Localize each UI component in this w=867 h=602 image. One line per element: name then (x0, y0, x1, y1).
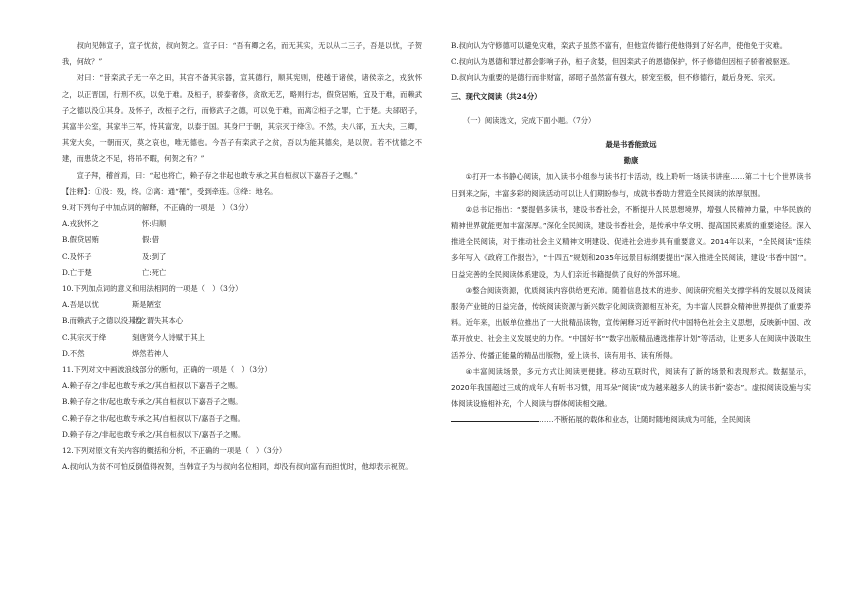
q11-option-d: D.赖子存之/非起也敢专承之/其自桓叔以下/嘉吾子之赐。 (62, 429, 246, 439)
article-paragraph-4: ④丰富阅读场景，多元方式让阅读更便捷。移动互联时代，阅读有了新的场景和表现形式。数据显示，2020年我国超过三成的成年人有听书习惯，用耳朵“阅读”成为越来越多人的读书新“姿态”。虚拟阅读设施与实体阅读设施相补充，个人阅读与群体阅读相交融。 (451, 366, 811, 409)
article-paragraph-5: ……不断拓展的载体和业态，让随时随地阅读成为可能，全民阅读 (451, 412, 811, 428)
q11-option-c: C.赖子存之非/起也敢专承之其/自桓叔以下/嘉吾子之赐。 (62, 413, 245, 423)
q12-option-a: A.叔向认为贫不可怕反倒值得祝贺，当韩宣子为与叔向名位相同，却没有叔向富有而担忧时，他却表示祝贺。 (62, 462, 413, 472)
q12-option-d: D.叔向认为重要的是德行而非财富，郤昭子虽然富有强大，骄宠至极，但不修德行，最后身死、宗灭。 (451, 73, 780, 83)
article-author: 勤康 (623, 156, 639, 166)
q9-option-d: D.亡于楚 亡:死亡 (62, 267, 167, 277)
q11-option-a: A.赖子存之/非起也敢专承之/其自桓叔以下嘉吾子之赐。 (62, 381, 243, 391)
question-10: 10.下列加点词的意义和用法相同的一项是（ ）（3分） (62, 284, 243, 294)
notes: 【注释】：①没：殁，终。②离：通“罹”，受到牵连。③绛：地名。 (62, 186, 278, 196)
q10-option-a: A.吾是以忧 斯是陋室 (62, 300, 162, 310)
q9-option-c: C.及怀子 及:到了 (62, 251, 167, 261)
question-11: 11.下列对文中画波浪线部分的断句，正确的一项是（ ）（3分） (62, 365, 272, 375)
q9-option-a: A.戎狄怀之 怀:归顺 (62, 219, 167, 229)
passage-paragraph-3: 宣子拜，稽首焉，曰：“起也将亡，赖子存之非起也敢专承之其自桓叔以下嘉吾子之赐。” (76, 170, 358, 180)
q11-option-b: B.赖子存之非/起也敢专承之/其自桓叔以下嘉吾子之赐。 (62, 397, 243, 407)
section-heading: 三、现代文阅读（共24分） (451, 91, 542, 101)
left-column (62, 38, 422, 475)
q9-option-b: B.假贷居贿 假:借 (62, 235, 160, 245)
article-paragraph-2: ②总书记指出：“要提倡多读书，建设书香社会，不断提升人民思想境界，增强人民精神力量，中华民族的精神世界就能更加丰富深厚。”深化全民阅读，建设书香社会，是传承中华文明、提高国民素质的重要途径。深入推进全民阅读，对于推动社会主义精神文明建设、促进社会进步具有重要意义。2014年以来，“全民阅读”连续多年写入《政府工作报告》，“十四五”规划和2035年远景目标纲要提出“深入推进全民阅读，建设‘书香中国’”。日益完善的全民阅读体系建设，为人们亲近书籍提供了良好的外部环境。 (451, 204, 811, 279)
question-12: 12.下列对原文有关内容的概括和分析，不正确的一项是（ ）（3分） (62, 446, 287, 456)
q12-option-c: C.叔向认为恩德和罪过都会影响子孙，桓子贪婪，但因栾武子的恩德保护，怀子修德但因桓子骄奢被驱逐。 (451, 57, 795, 67)
fill-in-blank[interactable] (451, 413, 539, 422)
article-paragraph-1: ①打开一本书静心阅读，加入读书小组参与读书打卡活动，线上聆听一场读书讲座……第二十七个世界读书日到来之际，丰富多彩的阅读活动可以让人们期盼参与，成就书香助力营造全民阅读的浓厚氛围。 (451, 172, 811, 198)
article-body (451, 169, 811, 428)
passage-paragraph-1: 叔向见韩宣子，宣子忧贫，叔向贺之。宣子曰：“吾有卿之名，而无其实，无以从二三子，吾是以忧，子贺我，何故？” (62, 41, 422, 67)
q10-option-d: D.不然 烨然若神人 (62, 348, 169, 358)
q10-option-b: B.而赖武子之德以没其身此之谓失其本心 (62, 316, 184, 326)
subsection-heading: （一）阅读选文，完成下面小题。（7分） (463, 115, 596, 125)
q10-option-c: C.其宗灭于绛 刻唐贤今人诗赋于其上 (62, 332, 205, 342)
question-9: 9.对下列句子中加点词的解释，不正确的一项是 ）（3分） (62, 203, 253, 213)
q12-option-b: B.叔向认为守修德可以避免灾难，栾武子虽然不富有，但他宣传德行使他得到了好名声，使他免于灾难。 (451, 41, 788, 50)
right-column (451, 38, 811, 429)
article-paragraph-3: ③整合阅读资源，优质阅读内容供给更充沛。随着信息技术的进步、阅读研究相关支撑学科的发展以及阅读服务产业链的日益完备，传统阅读资源与新兴数字化阅读资源相互补充，为丰富人民群众精神世界提供了重要养料。近年来，出版单位推出了一大批精品读物，宣传阐释习近平新时代中国特色社会主义思想，反映新中国、改革开放史、社会主义发展史的力作。“中国好书”“数字出版精品遴选推荐计划”等活动，让更多人在阅读中汲取生活养分、传播正能量的精品出版物，爱上读书、读有用书、读有所得。 (451, 285, 811, 360)
article-title: 最是书香能致远 (605, 140, 657, 150)
passage-paragraph-2: 对曰：“昔栾武子无一卒之田，其宫不备其宗器，宣其德行，顺其宪则，使越于诸侯，诸侯亲之，戎狄怀之，以正晋国，行刑不疚，以免于难。及桓子，骄泰奢侈，贪欲无艺，略则行志，假贷居贿，宜及于难，而赖武子之德以没①其身。及怀子，改桓子之行，而修武子之德，可以免于难，而离②桓子之罪，亡于楚。夫郤昭子，其富半公室，其家半三军，恃其富宠，以泰于国。其身尸于朝，其宗灭于绛③。不然，夫八郤，五大夫，三卿，其宠大矣，一朝而灭，莫之哀也，唯无德也。今吾子有栾武子之贫，吾以为能其德矣，是以贺。若不忧德之不建，而患货之不足，将吊不暇，何贺之有？” (62, 73, 422, 164)
